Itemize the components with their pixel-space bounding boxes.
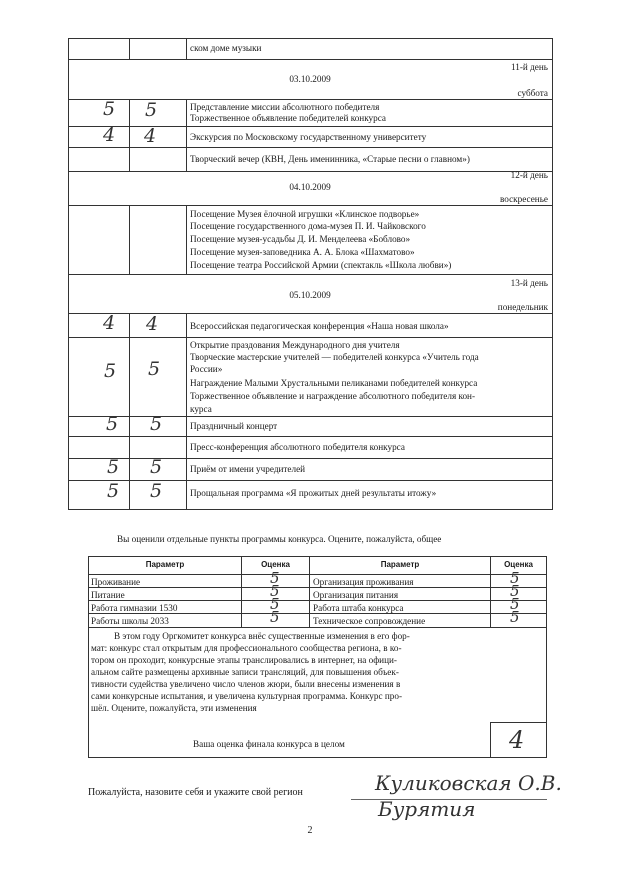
handwritten-mark: 4 [103,124,116,146]
day-weekday: понедельник [497,302,548,312]
day-label: 13-й день [510,278,548,288]
rating-param: Организация питания [313,590,399,600]
ratings-header: Оценка [504,560,533,569]
handwritten-mark: 5 [107,480,120,502]
rating-param: Работы школы 2033 [91,616,169,626]
program-item: Прощальная программа «Я прожитых дней результаты итожу» [190,488,437,498]
rating-param: Проживание [91,577,141,587]
program-item: Представление миссии абсолютного победителя [190,102,380,112]
schedule-row-text: ском доме музыки [190,43,262,53]
handwritten-mark: 5 [148,358,161,380]
program-item: Посещение государственного дома-музея П. И. Чайковского [190,221,426,231]
changes-paragraph-line: сами конкурсные испытания, и увеличена культурная программа. Конкурс про- [91,691,403,701]
program-item: Экскурсия по Московскому государственному университету [190,132,427,142]
changes-paragraph-line: В этом году Оргкомитет конкурса внёс существенные изменения в его фор- [114,631,410,641]
handwritten-mark: 4 [146,313,159,335]
rating-param: Организация проживания [313,577,414,587]
changes-paragraph-line: альном сайте размещены архивные записи трансляций, для повышения объек- [91,667,399,677]
changes-paragraph-line: тором он проходит, конкурсные этапы транслировались в интернет, на офици- [91,655,397,665]
day-weekday: воскресенье [500,194,548,204]
program-item: Награждение Малыми Хрустальными пеликанами победителей конкурса [190,378,478,388]
day-date: 04.10.2009 [289,182,331,192]
program-item: Посещение музея-заповедника А. А. Блока «Шахматово» [190,247,415,257]
program-item: Праздничный концерт [190,421,278,431]
handwritten-mark: 5 [150,413,163,435]
rating-value: 5 [510,608,520,626]
ratings-header: Параметр [145,560,185,569]
program-item: Посещение Музея ёлочной игрушки «Клинское подворье» [190,209,420,219]
handwritten-mark: 4 [103,312,116,334]
changes-paragraph-line: тивности судейства увеличено число членов жюри, были внесены изменения в [91,679,401,689]
day-date: 05.10.2009 [289,290,331,300]
rating-param: Питание [91,590,125,600]
program-item: России» [190,364,223,374]
handwritten-mark: 5 [150,480,163,502]
page-number: 2 [307,825,313,836]
program-item: Всероссийская педагогическая конференция «Наша новая школа» [190,321,449,331]
changes-paragraph-line: мат: конкурс стал открытым для профессионального сообщества региона, в ко- [91,643,402,653]
handwritten-mark: 5 [145,99,158,121]
ratings-header: Оценка [261,560,290,569]
program-item: Приём от имени учредителей [190,464,306,474]
final-rating-value: 4 [509,726,525,754]
program-item: Торжественное объявление победителей конкурса [190,113,386,123]
program-item: Посещение музея-усадьбы Д. И. Менделеева «Боблово» [190,234,411,244]
handwritten-mark: 5 [103,98,116,120]
changes-paragraph-line: шёл. Оцените, пожалуйста, эти изменения [91,703,257,713]
intro-text: Вы оценили отдельные пункты программы конкурса. Оцените, пожалуйста, общее [117,534,442,544]
rating-value: 5 [510,582,520,600]
handwritten-mark: 4 [144,125,157,147]
rating-value: 5 [270,569,280,587]
rating-value: 5 [510,569,520,587]
program-item: Творческие мастерские учителей — победителей конкурса «Учитель года [190,352,479,362]
program-item: Открытие праздования Международного дня учителя [190,340,400,350]
program-item: Творческий вечер (КВН, День именинника, «Старые песни о главном») [190,154,470,164]
final-rating-label: Ваша оценка финала конкурса в целом [193,739,345,749]
day-label: 11-й день [511,62,548,72]
rating-param: Работа гимназии 1530 [91,603,178,613]
program-item: Торжественное объявление и награждение абсолютного победителя кон- [190,391,476,401]
program-item: Посещение театра Российской Армии (спектакль «Школа любви») [190,260,452,270]
handwritten-mark: 5 [150,456,163,478]
program-item: Пресс-конференция абсолютного победителя конкурса [190,442,405,452]
region-label: Пожалуйста, назовите себя и укажите свой регион [88,787,303,798]
handwritten-mark: 5 [104,360,117,382]
rating-value: 5 [270,608,280,626]
respondent-region: Бурятия [378,797,476,821]
rating-value: 5 [270,582,280,600]
program-item: курса [190,404,212,414]
day-date: 03.10.2009 [289,74,331,84]
rating-param: Техническое сопровождение [313,616,426,626]
respondent-name: Куликовская О.В. [375,771,562,795]
day-weekday: суббота [517,88,548,98]
rating-value: 5 [510,595,520,613]
day-label: 12-й день [510,170,548,180]
handwritten-mark: 5 [106,413,119,435]
handwritten-mark: 5 [107,456,120,478]
rating-param: Работа штаба конкурса [313,603,404,613]
rating-value: 5 [270,595,280,613]
ratings-header: Параметр [380,560,420,569]
